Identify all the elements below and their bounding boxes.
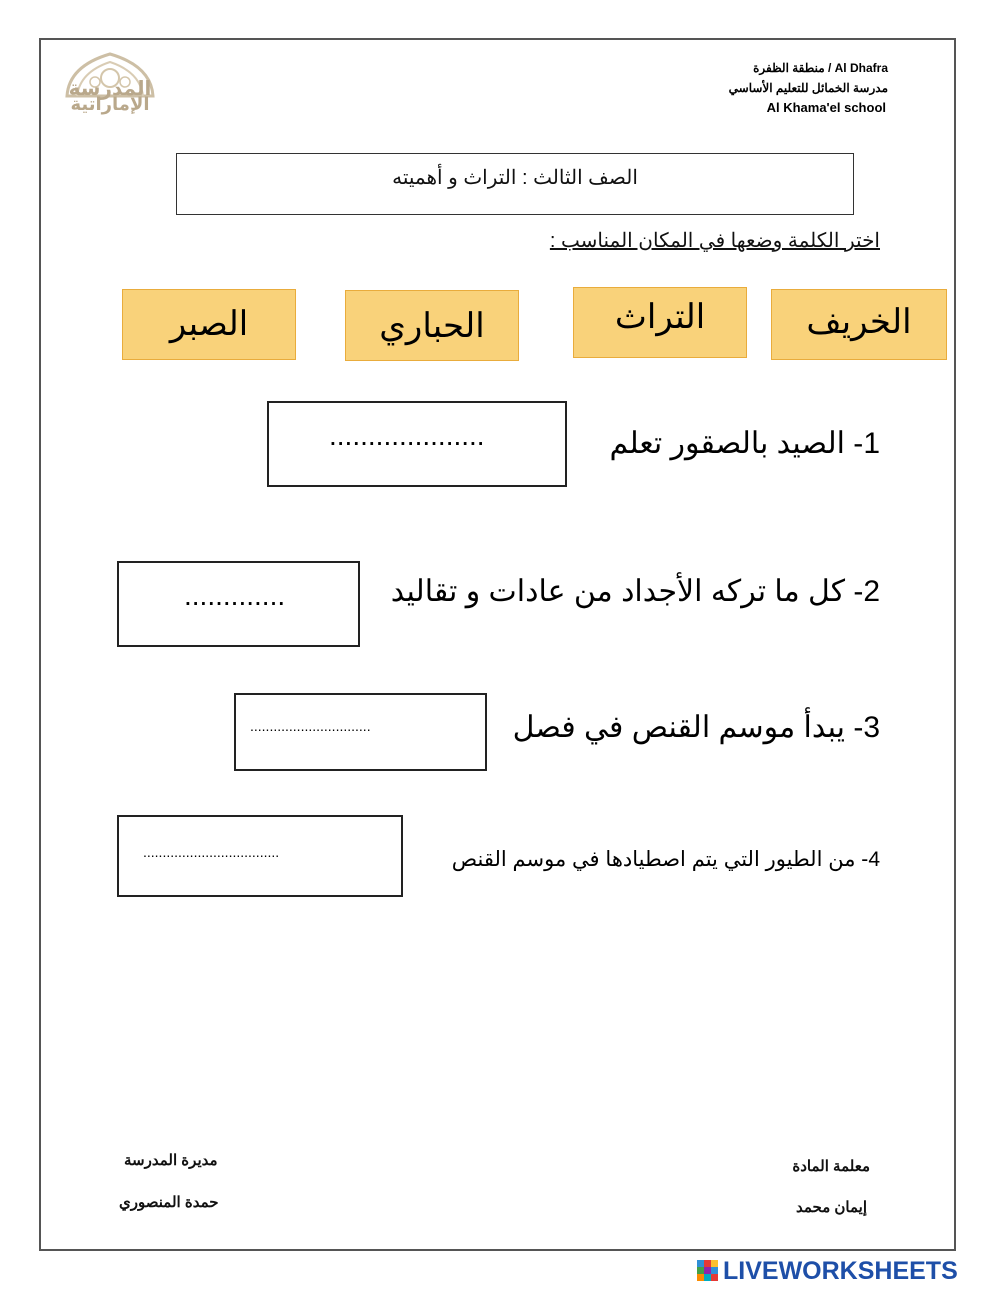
answer-box-4[interactable]: ...................................: [117, 815, 403, 897]
school-header: [729, 58, 888, 118]
liveworksheets-brand[interactable]: [697, 1257, 997, 1285]
question-2-text: 2- كل ما تركه الأجداد من عادات و تقاليد: [390, 575, 880, 608]
answer-box-3[interactable]: ...............................: [234, 693, 487, 771]
word-card-heritage[interactable]: التراث: [573, 287, 747, 358]
liveworksheets-logo-icon: [697, 1260, 719, 1282]
question-3-text: 3- يبدأ موسم القنص في فصل: [512, 711, 880, 744]
school-name-en: Al Khama'el school: [766, 100, 886, 115]
word-card-patience[interactable]: الصبر: [122, 289, 296, 360]
question-1-text: 1- الصيد بالصقور تعلم: [609, 427, 880, 460]
instruction-text: اختر الكلمة وضعها في المكان المناسب :: [549, 230, 880, 252]
liveworksheets-wordmark: LIVEWORKSHEETS: [723, 1257, 958, 1285]
school-name-ar: مدرسة الخمائل للتعليم الأساسي: [728, 81, 888, 95]
region-line: منطقة الظفرة / Al Dhafra: [753, 61, 888, 75]
logo-line-1: المدرسة: [68, 76, 152, 100]
answer-box-1[interactable]: ....................: [267, 401, 567, 487]
principal-title: مديرة المدرسة: [124, 1152, 218, 1169]
question-4-text: 4- من الطيور التي يتم اصطيادها في موسم القنص: [451, 848, 880, 871]
logo-line-2: الإماراتية: [70, 94, 150, 115]
teacher-name: إيمان محمد: [795, 1199, 867, 1216]
principal-name: حمدة المنصوري: [119, 1194, 219, 1211]
word-card-houbara[interactable]: الحباري: [345, 290, 519, 361]
worksheet-title: الصف الثالث : التراث و أهميته: [176, 153, 854, 215]
answer-box-2[interactable]: .............: [117, 561, 360, 647]
word-card-autumn[interactable]: الخريف: [771, 289, 947, 360]
school-logo: [55, 48, 165, 116]
teacher-title: معلمة المادة: [792, 1158, 870, 1175]
